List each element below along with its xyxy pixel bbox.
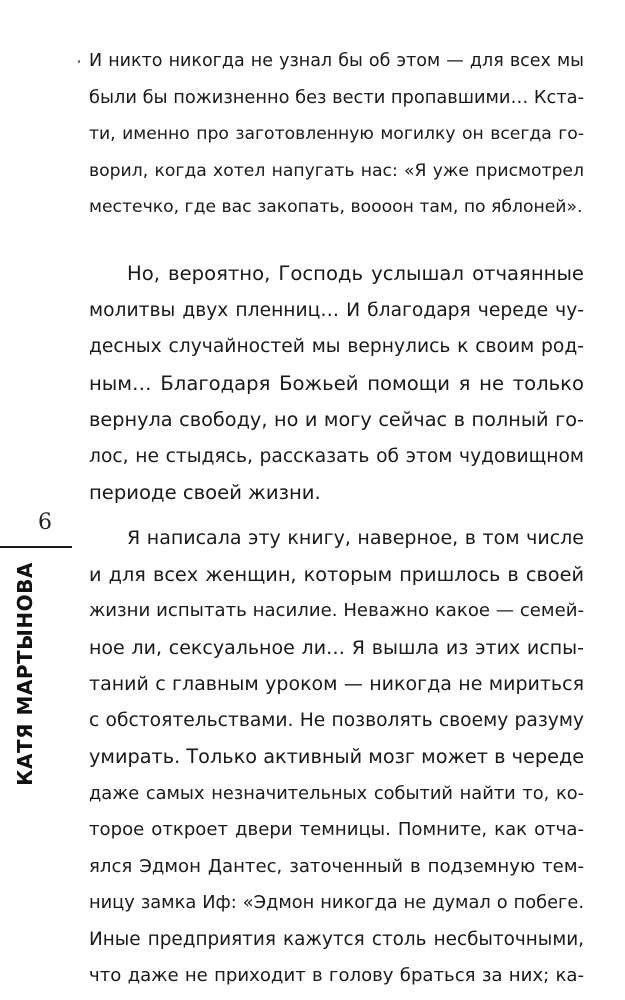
text-line: что даже не приходит в голову браться за них; ка-	[89, 965, 584, 986]
text-line: вернула свободу, но и могу сейчас в полный го-	[89, 408, 584, 431]
paragraph-2	[89, 256, 584, 512]
text-line: ницу замка Иф: «Эдмон никогда не думал о побеге.	[89, 892, 584, 913]
margin-divider	[0, 546, 72, 548]
text-line: таний с главным уроком — никогда не мириться	[89, 673, 584, 695]
text-line: ным… Благодаря Божьей помощи я не только	[89, 371, 584, 395]
text-line: с обстоятельствами. Не позволять своему разуму	[89, 709, 584, 731]
page-number: 6	[38, 510, 52, 535]
text-line: ти, именно про заготовленную могилку он всегда го-	[89, 124, 584, 144]
text-line: ворил, когда хотел напугать нас: «Я уже присмотрел	[89, 160, 584, 181]
text-line: молитвы двух пленниц… И благодаря череде чу-	[89, 299, 584, 321]
text-line: даже самых незначительных событий найти то, ко-	[89, 782, 584, 804]
text-line: местечко, где вас закопать, воооон там, по яблоней».	[89, 197, 583, 217]
text-line: И никто никогда не узнал бы об этом — для всех мы	[89, 51, 584, 71]
paragraph-1	[89, 43, 584, 226]
text-line: жизни испытать насилие. Неважно какое — семей-	[89, 600, 584, 621]
text-line: торое откроет двери темницы. Помните, как отча-	[89, 819, 584, 840]
text-line: ялся Эдмон Дантес, заточенный в подземную тем-	[89, 855, 584, 877]
text-line: Я написала эту книгу, наверное, в том числе	[127, 527, 584, 549]
text-line: Иные предприятия кажутся столь несбыточными,	[89, 928, 584, 950]
print-speck	[78, 60, 80, 63]
text-line: периоде своей жизни.	[89, 481, 321, 504]
running-head-author: КАТЯ МАРТЫНОВА	[13, 562, 37, 786]
text-line: умирать. Только активный мозг может в череде	[89, 745, 585, 768]
running-head	[0, 562, 50, 786]
text-line: лос, не стыдясь, рассказать об этом чудовищном	[89, 445, 584, 467]
text-line: Но, вероятно, Господь услышал отчаянные	[127, 262, 584, 285]
text-line: десных случайностей мы вернулись к своим род-	[89, 336, 584, 357]
text-line: и для всех женщин, которым пришлось в своей	[89, 562, 584, 586]
text-line: были бы пожизненно без вести пропавшими… Кста-	[89, 86, 584, 108]
paragraph-3	[89, 520, 584, 995]
text-line: ное ли, сексуальное ли… Я вышла из этих испы-	[89, 636, 584, 659]
